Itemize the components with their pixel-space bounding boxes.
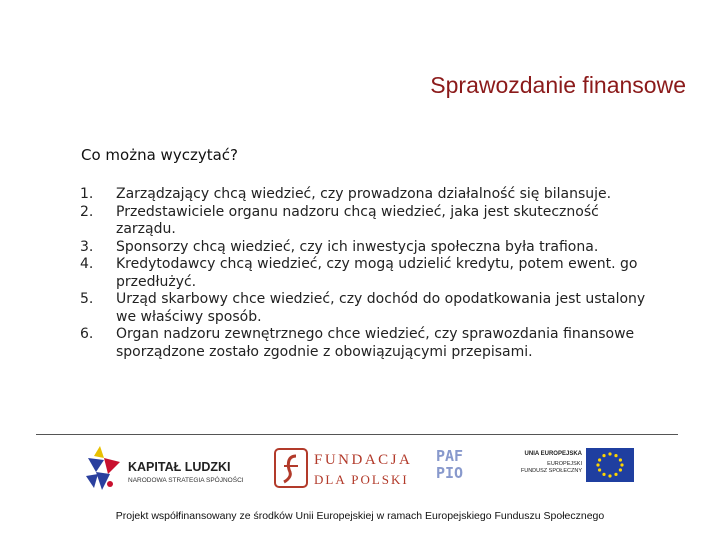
list-item-text: Urząd skarbowy chce wiedzieć, czy dochód do opodatkowania jest ustalony we właściwy sposób. (116, 291, 646, 325)
list-item (80, 239, 660, 257)
list-item-number: 1. (80, 186, 94, 202)
list-item-text: Zarządzający chcą wiedzieć, czy prowadzona działalność się bilansuje. (116, 186, 612, 202)
list-item-text: Sponsorzy chcą wiedzieć, czy ich inwestycja społeczna była trafiona. (116, 238, 599, 255)
list-item-text: Przedstawiciele organu nadzoru chcą wiedzieć, jaka jest skuteczność zarządu. (116, 203, 599, 237)
list-item (80, 291, 660, 326)
list-item-text: Organ nadzoru zewnętrznego chce wiedzieć, czy sprawozdania finansowe sporządzone zostało zgodnie z obowiązującymi przepisami. (116, 326, 635, 360)
eu-fund-line1: EUROPEJSKI (547, 461, 582, 467)
list-item (80, 326, 660, 361)
list-item-number: 2. (80, 203, 94, 220)
slide-title: Sprawozdanie finansowe (430, 72, 686, 98)
eu-name: UNIA EUROPEJSKA (524, 451, 582, 457)
fundacja-line1: FUNDACJA (314, 452, 413, 468)
fundacja-dla-polski-logo (274, 448, 414, 496)
divider (36, 434, 678, 435)
list-item-number: 4. (80, 256, 94, 272)
list-item (80, 204, 660, 239)
kapital-ludzki-name: KAPITAŁ LUDZKI (128, 460, 231, 474)
list-item-text: Kredytodawcy chcą wiedzieć, czy mogą udzielić kredytu, potem ewent. go przedłużyć. (116, 256, 638, 290)
reasons-list (80, 186, 660, 361)
list-item (80, 256, 660, 291)
pafpio-line1: PAF (436, 447, 464, 465)
eu-fund-name (510, 461, 582, 475)
eu-logo (510, 448, 634, 488)
logo-strip (0, 440, 720, 500)
fundacja-emblem-icon (274, 448, 310, 490)
list-item-number: 6. (80, 326, 94, 342)
footer-text: Projekt współfinansowany ze środków Unii Europejskiej w ramach Europejskiego Funduszu Społecznego (115, 510, 605, 522)
list-item (80, 186, 660, 204)
kapital-ludzki-star-icon (84, 444, 124, 496)
pafpio-logo (436, 448, 484, 494)
list-item-number: 3. (80, 238, 94, 255)
kapital-ludzki-subtitle: NARODOWA STRATEGIA SPÓJNOŚCI (128, 477, 244, 484)
list-item-number: 5. (80, 291, 94, 307)
slide-question: Co można wyczytać? (81, 146, 238, 164)
fundacja-line2: DLA POLSKI (314, 472, 409, 487)
pafpio-line2: PIO (436, 464, 464, 482)
kapital-ludzki-logo (84, 444, 259, 496)
eu-flag-icon (586, 448, 634, 482)
eu-fund-line2: FUNDUSZ SPOŁECZNY (520, 468, 582, 474)
